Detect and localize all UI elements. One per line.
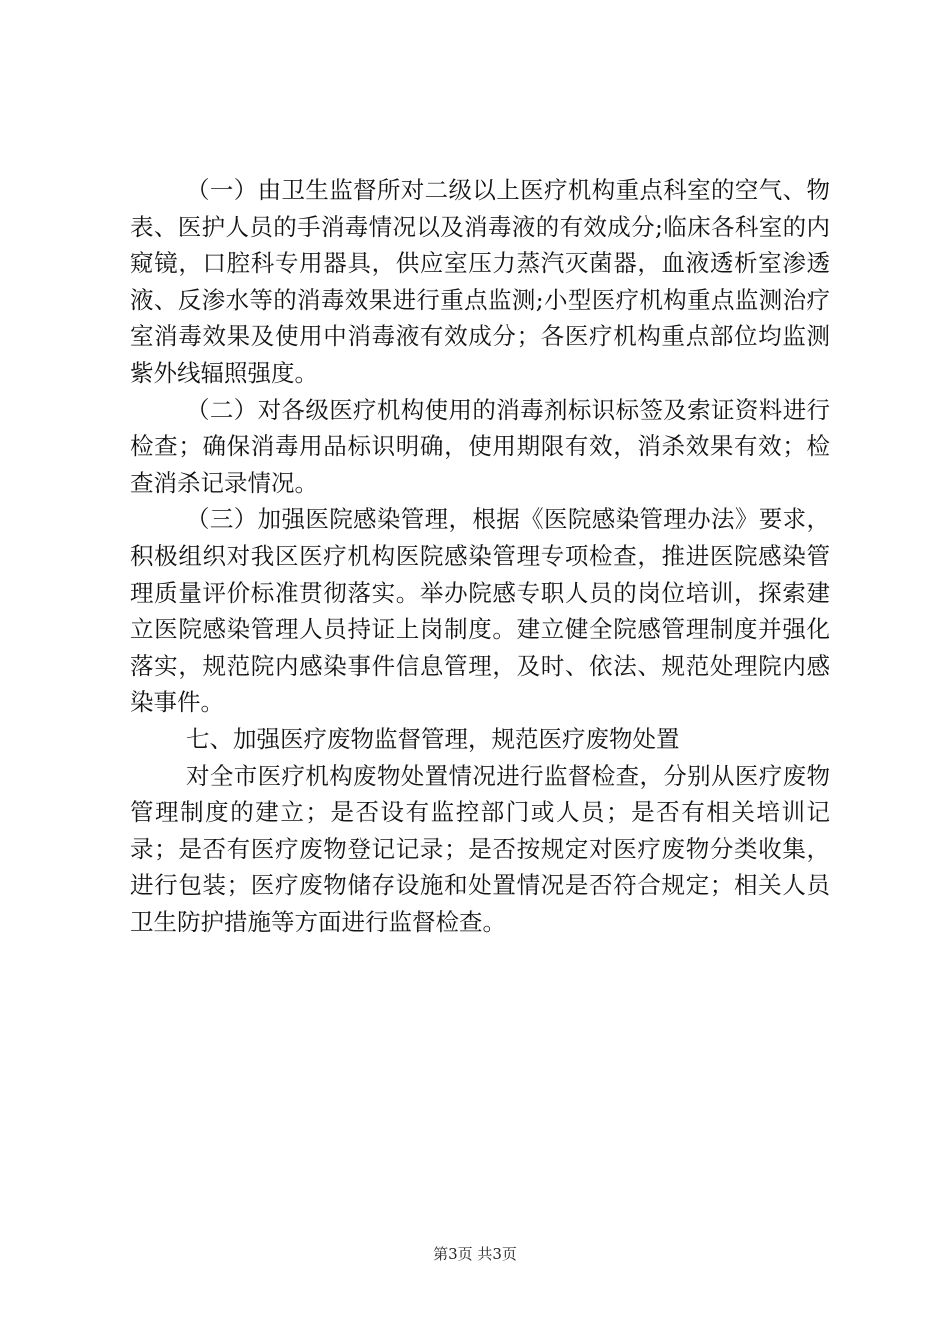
paragraph-section-1: （一）由卫生监督所对二级以上医疗机构重点科室的空气、物表、医护人员的手消毒情况以及消毒液的有效成分;临床各科室的内窥镜，口腔科专用器具，供应室压力蒸汽灭菌器，血液透析室渗透液、反渗水等的消毒效果进行重点监测;小型医疗机构重点监测治疗室消毒效果及使用中消毒液有效成分；各医疗机构重点部位均监测紫外线辐照强度。 [130,176,830,387]
paragraph-section-3: （三）加强医院感染管理，根据《医院感染管理办法》要求，积极组织对我区医疗机构医院感染管理专项检查，推进医院感染管理质量评价标准贯彻落实。举办院感专职人员的岗位培训，探索建立医院感染管理人员持证上岗制度。建立健全院感管理制度并强化落实，规范院内感染事件信息管理，及时、依法、规范处理院内感染事件。 [130,505,830,717]
page-footer: 第3页 共3页 [433,1245,517,1263]
section-heading-seven: 七、加强医疗废物监督管理，规范医疗废物处置 [186,724,680,753]
paragraph-section-2: （二）对各级医疗机构使用的消毒剂标识标签及索证资料进行检查；确保消毒用品标识明确，使用期限有效，消杀效果有效；检查消杀记录情况。 [130,395,830,497]
paragraph-medical-waste: 对全市医疗机构废物处置情况进行监督检查，分别从医疗废物管理制度的建立；是否设有监控部门或人员；是否有相关培训记录；是否有医疗废物登记记录；是否按规定对医疗废物分类收集，进行包装；医疗废物储存设施和处置情况是否符合规定；相关人员卫生防护措施等方面进行监督检查。 [130,761,830,936]
document-body [130,172,830,940]
